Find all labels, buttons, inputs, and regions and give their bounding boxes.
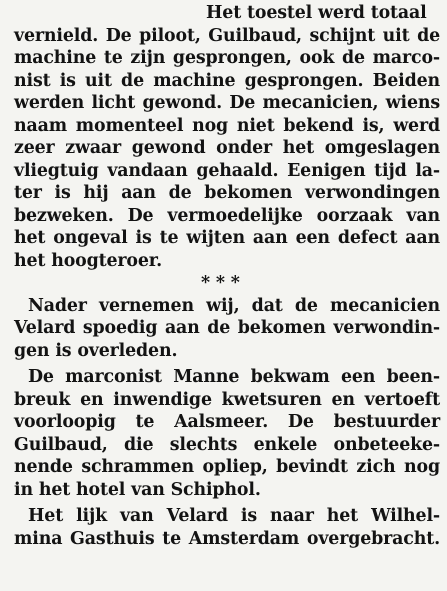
article-paragraph: [14, 2, 440, 272]
article-paragraph: [14, 295, 440, 363]
article-line: Nader vernemen wij, dat de mecanicien: [28, 295, 440, 316]
article-line: zeer zwaar gewond onder het omgeslagen: [14, 138, 440, 158]
article-line: het ongeval is te wijten aan een defect aan: [14, 228, 440, 248]
article-line: machine te zijn gesprongen, ook de marco-: [14, 48, 440, 68]
article-line: ter is hij aan de bekomen verwondingen: [14, 183, 440, 203]
article-line: vernield. De piloot, Guilbaud, schijnt uit de: [14, 25, 440, 46]
article-paragraph: [14, 366, 440, 501]
article-line: Het lijk van Velard is naar het Wilhel-: [28, 506, 440, 526]
article-line: De marconist Manne bekwam een been-: [28, 367, 440, 387]
article-line: in het hotel van Schiphol.: [14, 479, 261, 500]
article-line: Het toestel werd totaal: [206, 3, 427, 23]
article-line: nist is uit de machine gesprongen. Beiden: [14, 70, 440, 91]
article-paragraph: [14, 505, 440, 550]
article-line: * * *: [201, 273, 240, 293]
article-line: Guilbaud, die slechts enkele onbeteeke-: [14, 434, 440, 455]
article-column: [14, 2, 440, 550]
article-line: Velard spoedig aan de bekomen verwondin-: [14, 318, 440, 338]
article-line: vliegtuig vandaan gehaald. Eenigen tijd la-: [14, 160, 440, 181]
section-separator: [14, 272, 440, 295]
article-line: breuk en inwendige kwetsuren en vertoeft: [14, 389, 440, 410]
article-line: bezweken. De vermoedelijke oorzaak van: [14, 205, 440, 226]
article-line: nende schrammen opliep, bevindt zich nog: [14, 457, 440, 477]
article-line: mina Gasthuis te Amsterdam overgebracht.: [14, 528, 440, 549]
article-line: naam momenteel nog niet bekend is, werd: [14, 115, 440, 136]
article-line: het hoogteroer.: [14, 250, 163, 271]
article-line: voorloopig te Aalsmeer. De bestuurder: [14, 412, 440, 432]
article-line: gen is overleden.: [14, 340, 178, 361]
article-line: werden licht gewond. De mecanicien, wiens: [14, 93, 440, 113]
